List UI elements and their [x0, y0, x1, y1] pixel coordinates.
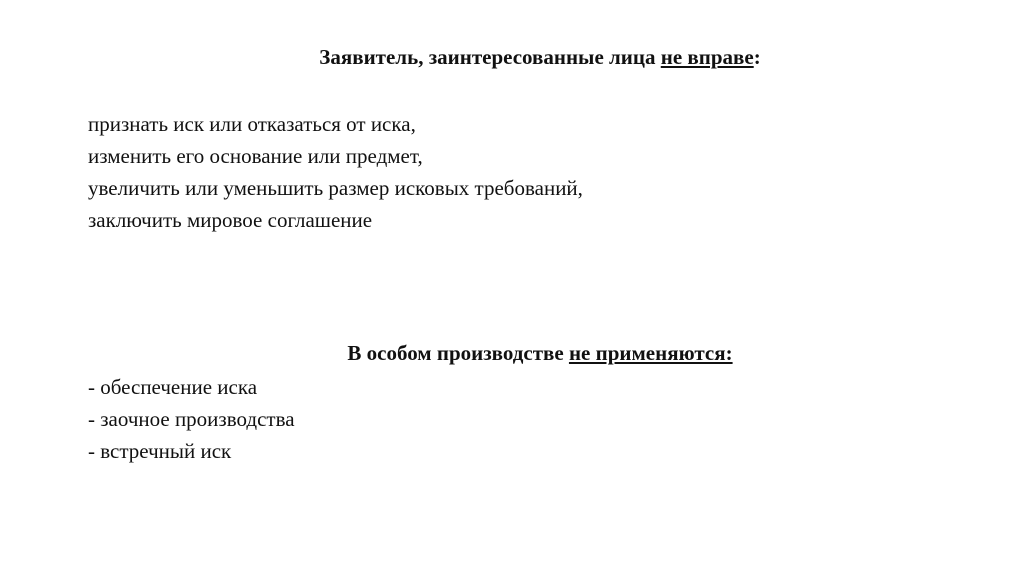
- list-item: - заочное производства: [88, 407, 295, 431]
- section1-list: [88, 108, 583, 236]
- section1-heading-suffix: :: [753, 45, 761, 69]
- list-item: - обеспечение иска: [88, 375, 258, 399]
- list-item: заключить мировое соглашение: [88, 208, 373, 232]
- section1-heading-emphasis: не вправе: [660, 45, 754, 69]
- list-item: увеличить или уменьшить размер исковых требований,: [88, 176, 583, 200]
- list-item: - встречный иск: [88, 439, 232, 463]
- section2-heading: [28, 341, 1024, 365]
- section1-heading-main: Заявитель, заинтересованные лица: [319, 45, 661, 69]
- section1-heading: [28, 45, 1024, 69]
- section2-list: [88, 371, 295, 467]
- section2-heading-main: В особом производстве: [347, 341, 569, 365]
- section2-heading-emphasis: не применяются:: [568, 341, 733, 365]
- list-item: изменить его основание или предмет,: [88, 144, 423, 168]
- list-item: признать иск или отказаться от иска,: [88, 112, 416, 136]
